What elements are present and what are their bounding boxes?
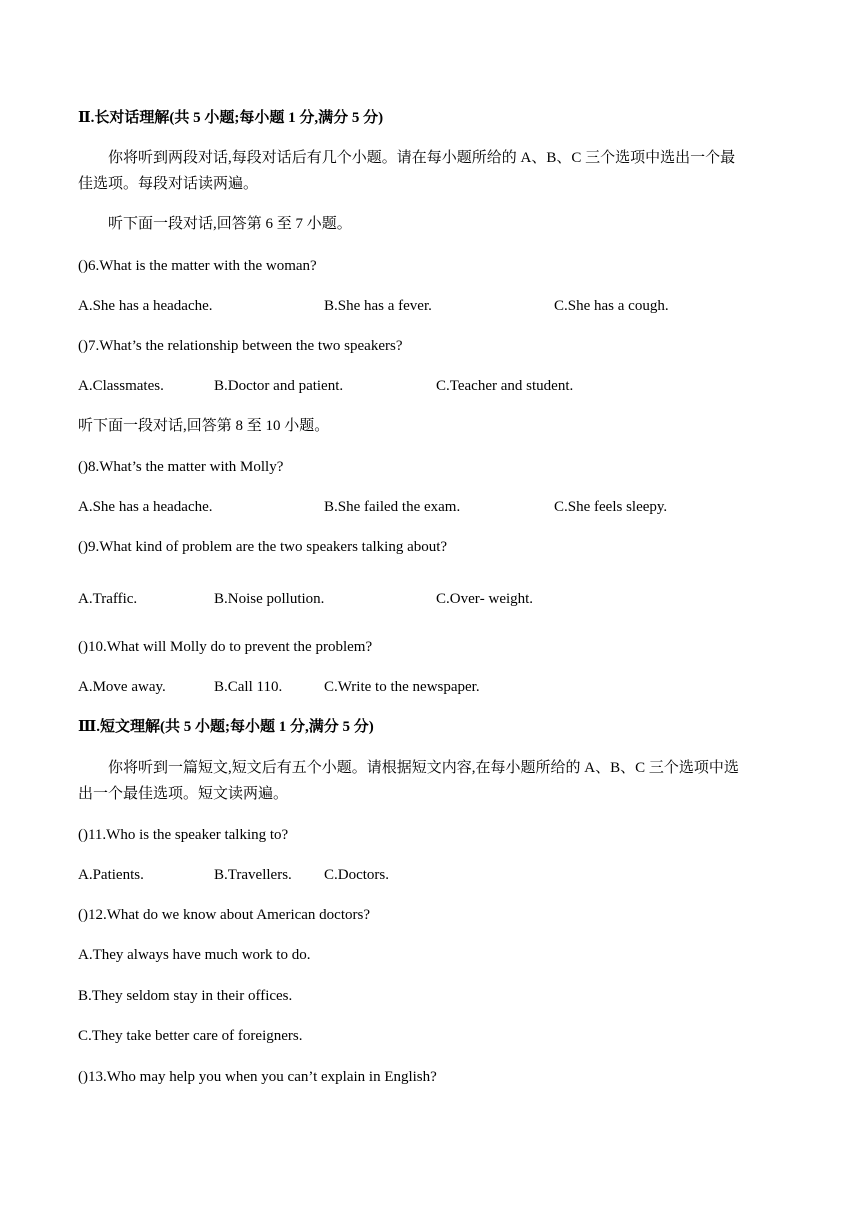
q11-option-b: B.Travellers. bbox=[214, 867, 292, 883]
section-2-heading: Ⅱ.长对话理解(共 5 小题;每小题 1 分,满分 5 分) bbox=[78, 110, 384, 126]
q9-option-b: B.Noise pollution. bbox=[214, 591, 325, 607]
q8-option-b: B.She failed the exam. bbox=[324, 499, 461, 515]
q9-option-a: A.Traffic. bbox=[78, 591, 138, 607]
q11-option-c: C.Doctors. bbox=[324, 867, 389, 883]
question-6: ()6.What is the matter with the woman? bbox=[78, 258, 317, 274]
question-10: ()10.What will Molly do to prevent the problem? bbox=[78, 639, 373, 655]
dialog-2-intro: 听下面一段对话,回答第 8 至 10 小题。 bbox=[78, 418, 330, 434]
q7-option-a: A.Classmates. bbox=[78, 378, 164, 394]
q6-option-c: C.She has a cough. bbox=[554, 298, 669, 314]
q9-option-c: C.Over‐ weight. bbox=[436, 591, 534, 607]
q10-option-b: B.Call 110. bbox=[214, 679, 283, 695]
q12-option-a: A.They always have much work to do. bbox=[78, 947, 311, 963]
question-11: ()11.Who is the speaker talking to? bbox=[78, 827, 289, 843]
section-3-heading: Ⅲ.短文理解(共 5 小题;每小题 1 分,满分 5 分) bbox=[78, 719, 374, 735]
q12-option-b: B.They seldom stay in their offices. bbox=[78, 988, 293, 1004]
q8-option-a: A.She has a headache. bbox=[78, 499, 213, 515]
dialog-1-intro: 听下面一段对话,回答第 6 至 7 小题。 bbox=[108, 216, 352, 232]
q10-option-a: A.Move away. bbox=[78, 679, 166, 695]
q12-option-c: C.They take better care of foreigners. bbox=[78, 1028, 303, 1044]
q10-option-c: C.Write to the newspaper. bbox=[324, 679, 480, 695]
q6-option-b: B.She has a fever. bbox=[324, 298, 432, 314]
question-7: ()7.What’s the relationship between the two speakers? bbox=[78, 338, 403, 354]
q8-option-c: C.She feels sleepy. bbox=[554, 499, 668, 515]
q6-option-a: A.She has a headache. bbox=[78, 298, 213, 314]
question-8: ()8.What’s the matter with Molly? bbox=[78, 459, 284, 475]
q7-option-b: B.Doctor and patient. bbox=[214, 378, 344, 394]
section-2-instruction-line1: 你将听到两段对话,每段对话后有几个小题。请在每小题所给的 A、B、C 三个选项中选出一个最 bbox=[108, 150, 736, 166]
section-3-instruction-line1: 你将听到一篇短文,短文后有五个小题。请根据短文内容,在每小题所给的 A、B、C 三个选项中选 bbox=[108, 760, 739, 776]
question-13: ()13.Who may help you when you can’t explain in English? bbox=[78, 1069, 437, 1085]
q7-option-c: C.Teacher and student. bbox=[436, 378, 574, 394]
section-2-instruction-line2: 佳选项。每段对话读两遍。 bbox=[78, 176, 259, 192]
question-12: ()12.What do we know about American doctors? bbox=[78, 907, 370, 923]
section-3-instruction-line2: 出一个最佳选项。短文读两遍。 bbox=[78, 786, 289, 802]
q11-option-a: A.Patients. bbox=[78, 867, 144, 883]
question-9: ()9.What kind of problem are the two speakers talking about? bbox=[78, 539, 448, 555]
